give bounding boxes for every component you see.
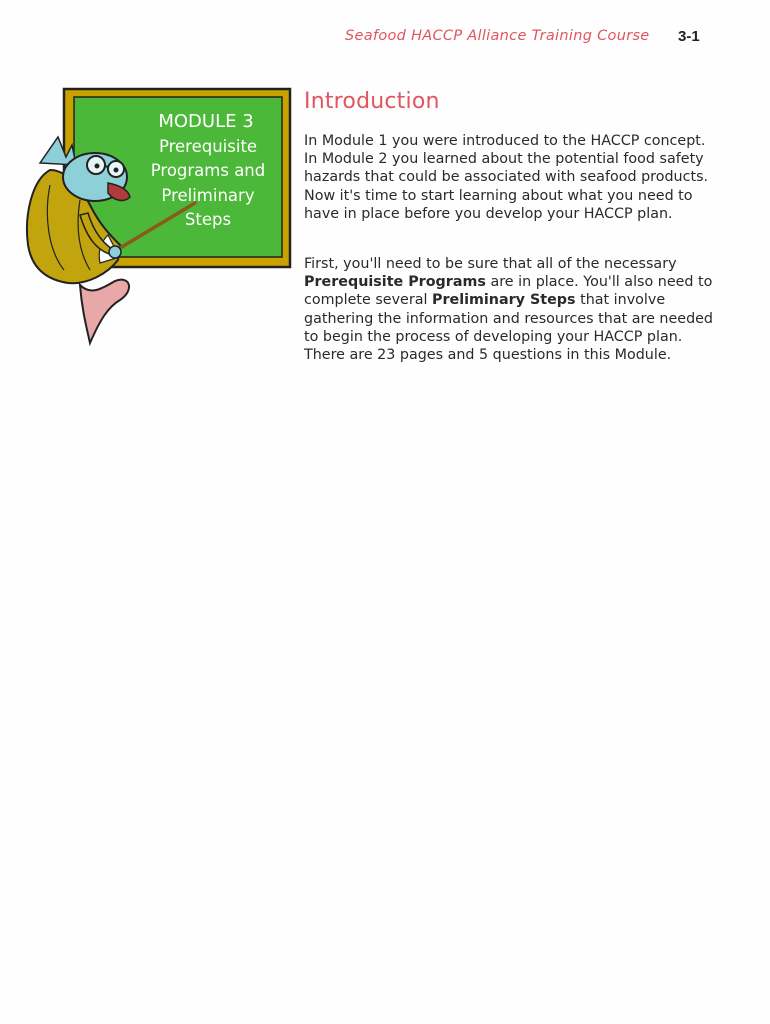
fish-tail — [80, 280, 129, 343]
intro-paragraph-2 — [304, 255, 714, 364]
chalkboard-module-label: MODULE 3 — [158, 111, 254, 132]
paragraph-text: First, you'll need to be sure that all of the necessary — [304, 256, 677, 272]
paragraph-text: are in place. You'll also need to complete several — [304, 274, 713, 309]
chalkboard-line: Steps — [184, 210, 232, 229]
chalkboard-line: Programs and — [150, 161, 266, 180]
chalkboard-line: Prerequisite — [158, 136, 258, 156]
paragraph-text: that involve gathering the information and resources that are needed to begin the process of developing your HACCP plan. There are 23 pages and 5 questions in this Module. — [304, 292, 714, 364]
preliminary-steps-term: Preliminary Steps — [431, 292, 576, 309]
chalkboard-line: Preliminary — [161, 185, 255, 205]
intro-paragraph-1: In Module 1 you were introduced to the HACCP concept. In Module 2 you learned about the potential food safety hazards that could be associated with seafood products. Now it's time to start learning about what you need to have in place before you develop your HACCP plan. — [304, 133, 709, 222]
chalkboard-text — [138, 110, 278, 233]
section-heading: Introduction — [304, 89, 440, 114]
fish-hand — [109, 246, 121, 258]
prerequisite-programs-term: Prerequisite Programs — [304, 274, 486, 291]
course-title: Seafood HACCP Alliance Training Course — [345, 28, 650, 44]
page-number: 3-1 — [678, 28, 700, 45]
